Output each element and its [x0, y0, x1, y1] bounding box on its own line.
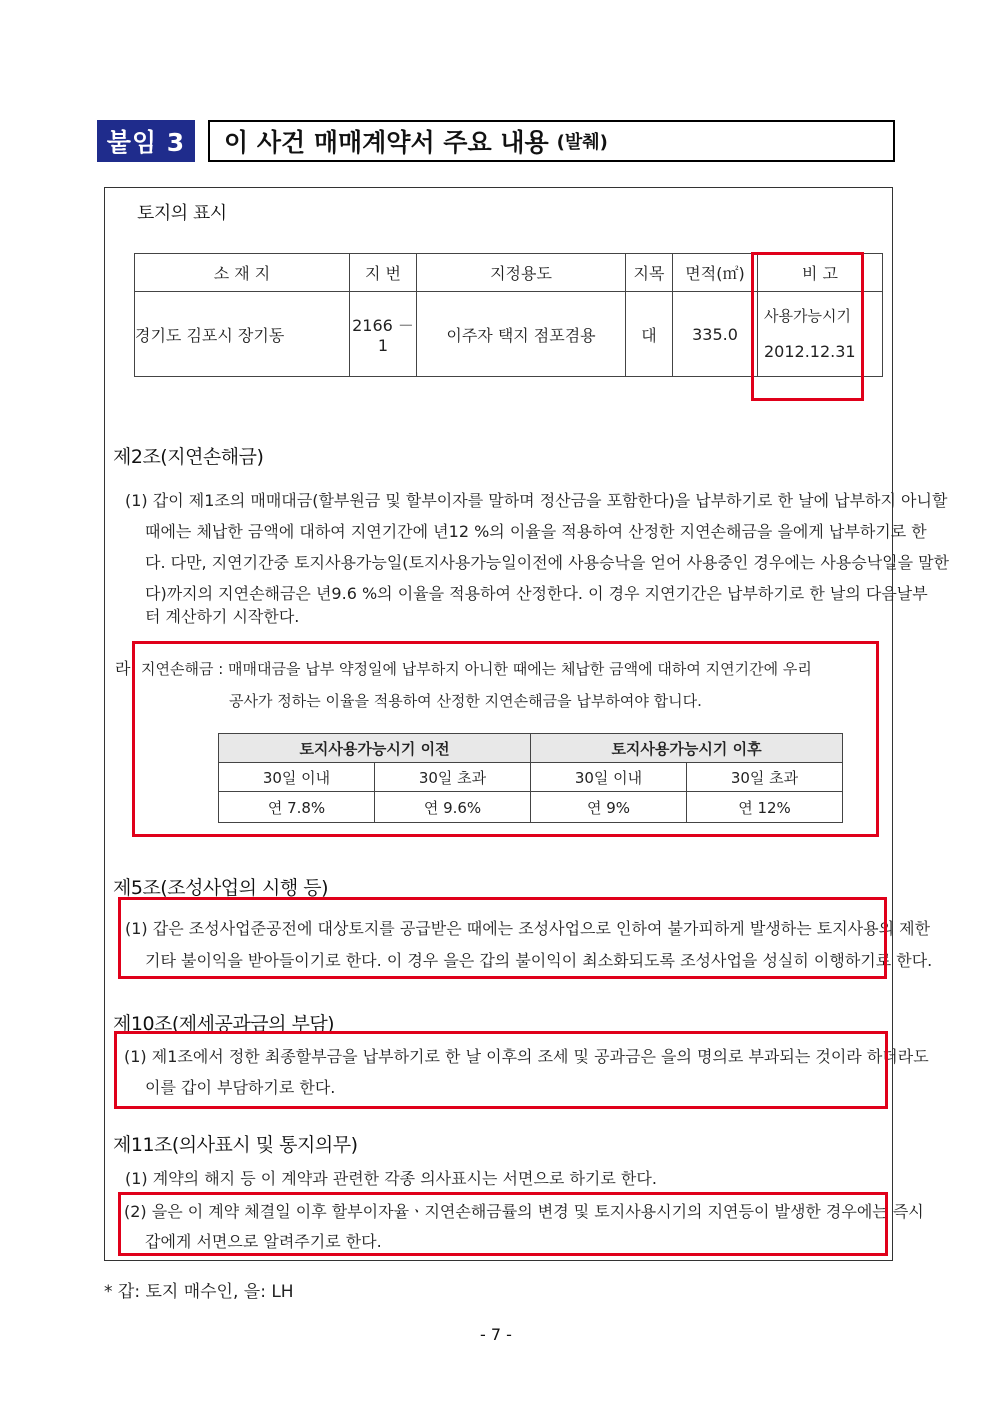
cell-lot: 2166 －1: [350, 292, 417, 377]
ra-line: 공사가 정하는 이율을 적용하여 산정한 지연손해금을 납부하여야 합니다.: [229, 692, 702, 710]
rate-sub: 30일 초과: [687, 763, 843, 792]
art2-line: 다. 다만, 지연기간중 토지사용가능일(토지사용가능일이전에 사용승낙을 얻어 사용중인 경우에는 사용승낙일을 말한: [145, 553, 950, 572]
attachment-tag: 붙임 3: [97, 120, 195, 162]
highlight-art10: [114, 1031, 888, 1109]
rate-value: 연 12%: [687, 792, 843, 823]
art11-line: 갑에게 서면으로 알려주기로 한다.: [145, 1232, 382, 1251]
rate-value: 연 9%: [531, 792, 687, 823]
rate-header-before: 토지사용가능시기 이전: [219, 734, 531, 763]
col-category: 지목: [626, 254, 673, 292]
rate-sub: 30일 이내: [531, 763, 687, 792]
rate-header-after: 토지사용가능시기 이후: [531, 734, 843, 763]
art11-line: (2) 을은 이 계약 체결일 이후 할부이자율ㆍ지연손해금률의 변경 및 토지사용시기의 지연등이 발생한 경우에는 즉시: [124, 1202, 924, 1221]
rate-value: 연 9.6%: [375, 792, 531, 823]
art2-line: 다)까지의 지연손해금은 년9.6 %의 이율을 적용하여 산정한다. 이 경우 지연기간은 납부하기로 한 날의 다음날부: [145, 584, 928, 603]
remark-label: 사용가능시기: [764, 307, 851, 325]
art2-heading: 제2조(지연손해금): [113, 446, 264, 468]
ra-line: 지연손해금 : 매매대금을 납부 약정일에 납부하지 아니한 때에는 체납한 금액에 대하여 지연기간에 우리: [141, 660, 812, 678]
cell-area: 335.0: [673, 292, 758, 377]
title-sub: (발췌): [556, 132, 608, 153]
title-text: 이 사건 매매계약서 주요 내용: [224, 128, 549, 157]
col-location: 소 재 지: [135, 254, 350, 292]
cell-use: 이주자 택지 점포겸용: [417, 292, 626, 377]
col-lot: 지 번: [350, 254, 417, 292]
art11-heading: 제11조(의사표시 및 통지의무): [113, 1134, 358, 1156]
rate-sub: 30일 초과: [375, 763, 531, 792]
col-use: 지정용도: [417, 254, 626, 292]
art11-line: (1) 계약의 해지 등 이 계약과 관련한 각종 의사표시는 서면으로 하기로 한다.: [125, 1169, 657, 1188]
art2-line: 때에는 체납한 금액에 대하여 지연기간에 년12 %의 이율을 적용하여 산정한 지연손해금을 을에게 납부하기로 한: [145, 522, 927, 541]
art5-line: 기타 불이익을 받아들이기로 한다. 이 경우 을은 갑의 불이익이 최소화되도록 조성사업을 성실히 이행하기로 한다.: [145, 951, 933, 970]
land-heading: 토지의 표시: [137, 203, 227, 224]
rate-sub: 30일 이내: [219, 763, 375, 792]
art5-heading: 제5조(조성사업의 시행 등): [113, 877, 329, 899]
footnote: * 갑: 토지 매수인, 을: LH: [104, 1282, 294, 1302]
art2-line: (1) 갑이 제1조의 매매대금(할부원금 및 할부이자를 말하며 정산금을 포함한다)을 납부하기로 한 날에 납부하지 아니할: [125, 491, 948, 510]
remark-date: 2012.12.31: [764, 342, 856, 361]
col-area: 면적(㎡): [673, 254, 758, 292]
art10-line: (1) 제1조에서 정한 최종할부금을 납부하기로 한 날 이후의 조세 및 공과금은 을의 명의로 부과되는 것이라 하더라도: [124, 1047, 929, 1066]
art10-line: 이를 갑이 부담하기로 한다.: [145, 1078, 336, 1097]
page-number: - 7 -: [480, 1325, 512, 1344]
highlight-late-interest: [132, 641, 879, 837]
col-remark: 비 고: [758, 254, 883, 292]
cell-location: 경기도 김포시 장기동: [135, 292, 350, 377]
highlight-art11: [118, 1192, 888, 1256]
page-title: [208, 120, 895, 162]
rate-value: 연 7.8%: [219, 792, 375, 823]
art5-line: (1) 갑은 조성사업준공전에 대상토지를 공급받은 때에는 조성사업으로 인하여 불가피하게 발생하는 토지사용의 제한: [125, 919, 931, 938]
highlight-art5: [118, 897, 887, 979]
art2-line: 터 계산하기 시작한다.: [145, 607, 300, 626]
art10-heading: 제10조(제세공과금의 부담): [113, 1013, 335, 1035]
highlight-remark: [751, 252, 864, 401]
ra-marker: 라.: [115, 659, 136, 678]
cell-category: 대: [626, 292, 673, 377]
